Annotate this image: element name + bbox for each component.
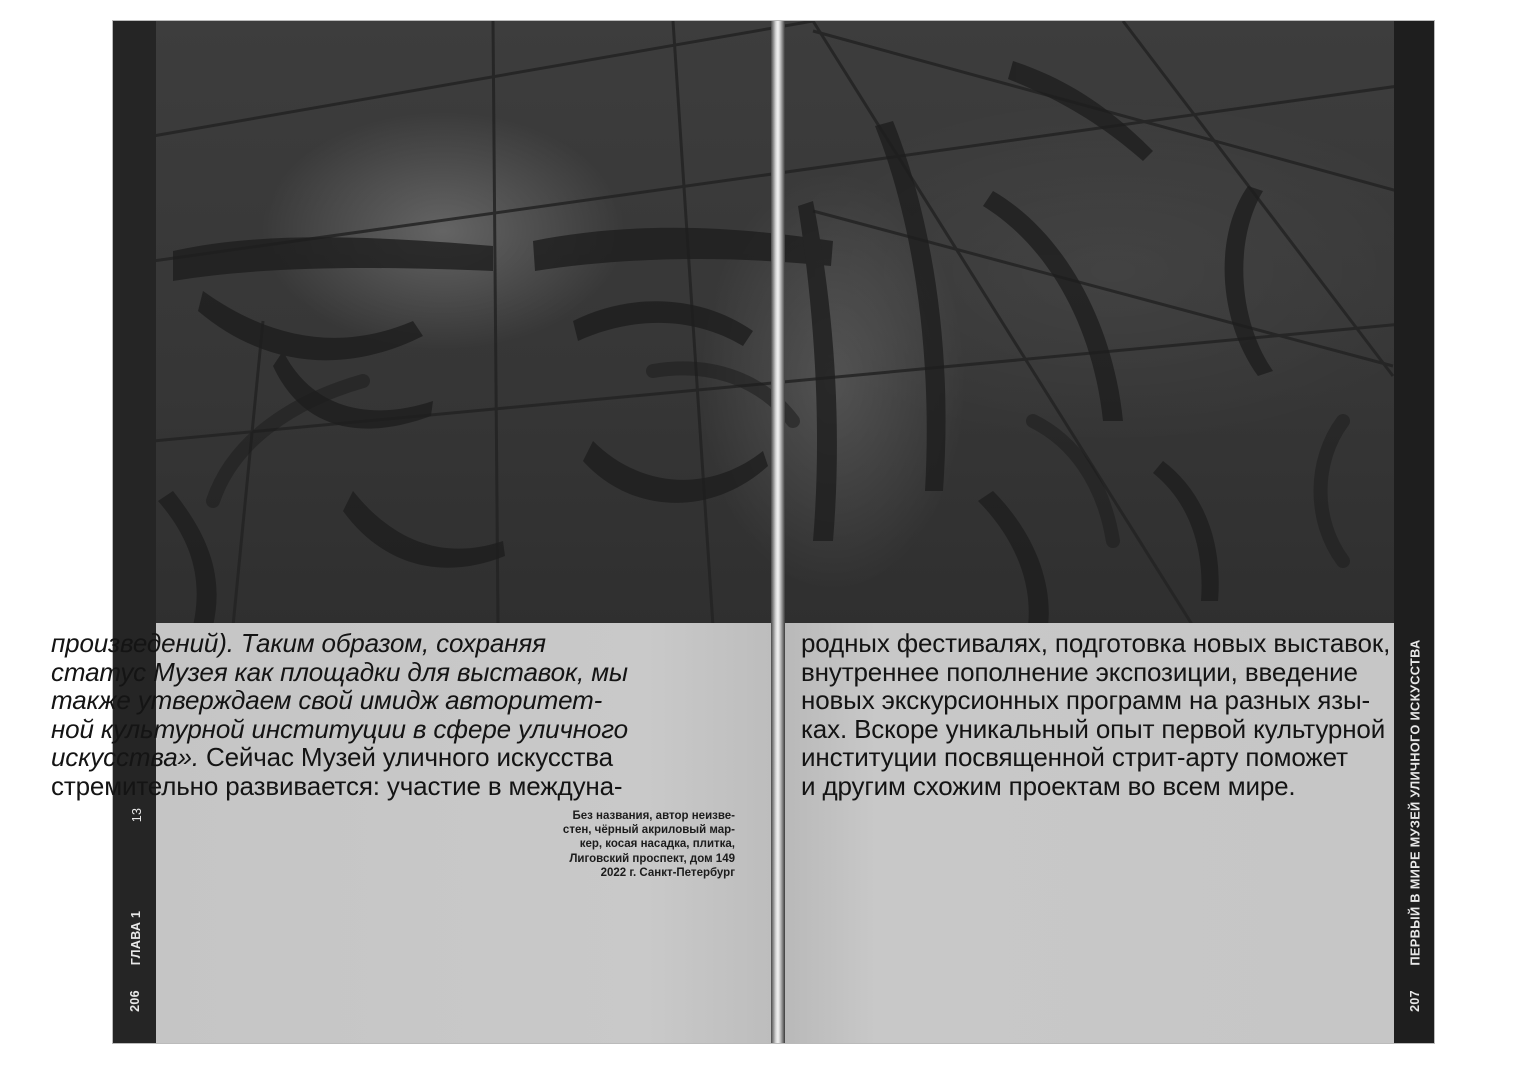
left-line-5	[51, 743, 628, 772]
right-line-3: новых экскурсионных программ на разных язы-	[801, 685, 1371, 716]
photo-caption	[495, 809, 735, 880]
left-margin-strip	[113, 21, 156, 1043]
book-gutter	[771, 21, 785, 1043]
caption-line-2: стен, чёрный акриловый мар-	[562, 824, 735, 837]
caption-line-5: 2022 г. Санкт-Петербург	[600, 866, 735, 879]
caption-line-4: Лиговский проспект, дом 149	[569, 852, 735, 865]
right-page-number: 207	[1408, 990, 1422, 1012]
left-line-4: ной культурной институции в сфере уличного	[51, 713, 628, 744]
right-line-4: ках. Вскоре уникальный опыт первой культурной	[801, 713, 1386, 744]
left-body-text	[51, 629, 628, 801]
right-body-text	[801, 629, 1390, 801]
running-title: ПЕРВЫЙ В МИРЕ МУЗЕЙ УЛИЧНОГО ИСКУССТВА	[1407, 639, 1423, 966]
right-line-1: родных фестивалях, подготовка новых выставок,	[801, 628, 1391, 658]
chapter-number: 13	[130, 807, 144, 823]
book-spread	[113, 21, 1434, 1043]
right-line-2: внутреннее пополнение экспозиции, введение	[801, 656, 1358, 687]
left-line-2: статус Музея как площадки для выставок, мы	[51, 656, 628, 687]
caption-line-1: Без названия, автор неизве-	[572, 810, 735, 822]
chapter-label: ГЛАВА 1	[129, 910, 143, 966]
left-line-6: стремительно развивается: участие в междуна-	[51, 770, 623, 801]
caption-line-3: кер, косая насадка, плитка,	[579, 838, 735, 851]
left-line-5-regular: Сейчас Музей уличного искусства	[198, 742, 613, 773]
left-line-3: также утверждаем свой имидж авторитет-	[51, 685, 603, 716]
left-page-number: 206	[128, 990, 142, 1012]
left-line-5-italic: искусства».	[51, 742, 199, 773]
left-line-1: произведений). Таким образом, сохраняя	[51, 628, 546, 658]
right-line-6: и другим схожим проектам во всем мире.	[801, 770, 1296, 801]
right-line-5: институции посвященной стрит-арту поможет	[801, 742, 1348, 773]
